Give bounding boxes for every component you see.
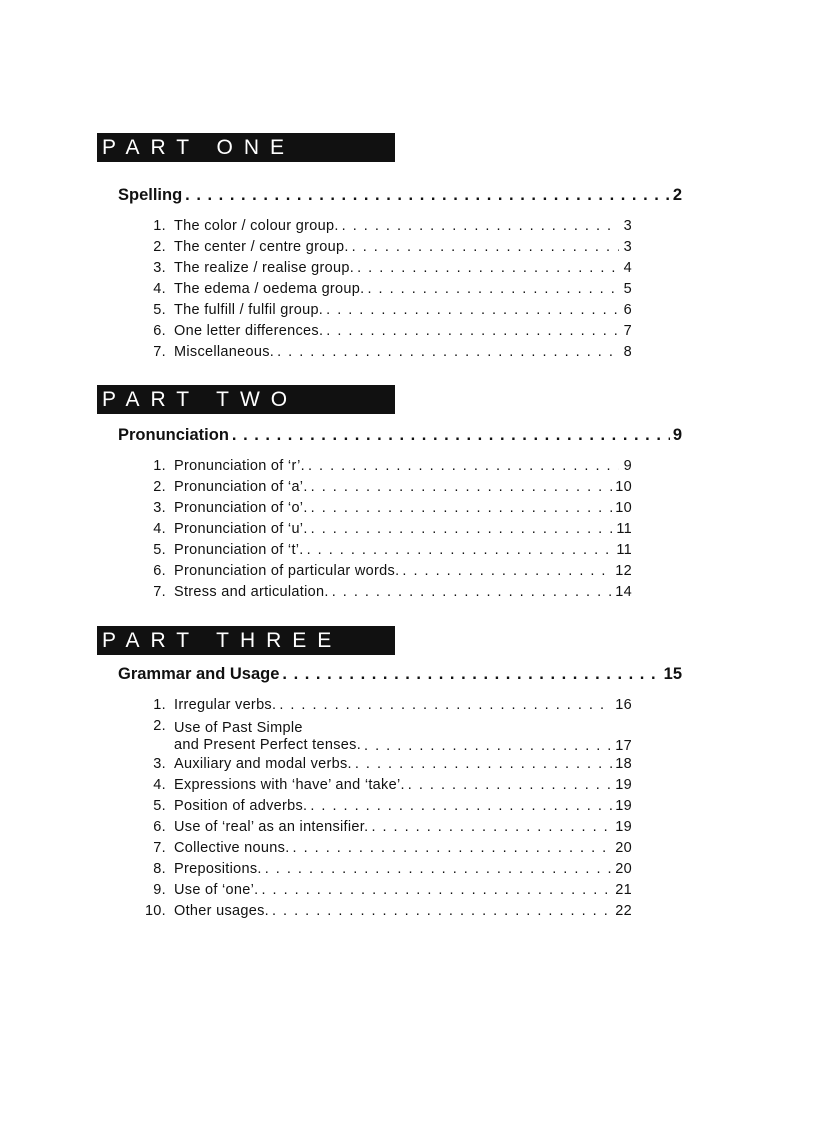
entry-page: 22 (615, 903, 632, 919)
dot-leader (307, 542, 614, 558)
toc-entry[interactable] (140, 323, 632, 344)
entry-title: Collective nouns. (174, 840, 290, 856)
part-three-banner: PART THREE (97, 626, 395, 655)
section-title: Pronunciation (118, 426, 229, 444)
entry-page: 20 (615, 861, 632, 877)
entry-title-line-1: Use of Past Simple (174, 720, 303, 736)
section-title: Spelling (118, 186, 183, 204)
section-page: 15 (663, 665, 682, 683)
entry-page: 6 (623, 302, 632, 318)
entry-title: Use of ‘one’. (174, 882, 259, 898)
toc-entry[interactable] (140, 479, 632, 500)
dot-leader (232, 426, 670, 445)
part-one-banner: PART ONE (97, 133, 395, 162)
entry-title: Prepositions. (174, 861, 262, 877)
entry-page: 9 (623, 458, 632, 474)
entry-number: 7. (153, 344, 166, 360)
dot-leader (277, 344, 619, 360)
entry-page: 21 (615, 882, 632, 898)
section-heading-grammar[interactable] (118, 665, 682, 687)
entry-title-line-2: and Present Perfect tenses. (174, 737, 362, 753)
dot-leader (357, 260, 619, 276)
entry-title: Use of ‘real’ as an intensifier. (174, 819, 369, 835)
entry-title: Position of adverbs. (174, 798, 308, 814)
entry-number: 1. (153, 697, 166, 713)
entry-number: 9. (153, 882, 166, 898)
dot-leader (293, 840, 613, 856)
entry-number: 7. (153, 840, 166, 856)
toc-entry[interactable] (140, 882, 632, 903)
entry-number: 5. (153, 542, 166, 558)
dot-leader (332, 584, 613, 600)
entry-title: One letter differences. (174, 323, 324, 339)
entry-title: Stress and articulation. (174, 584, 329, 600)
toc-entry[interactable] (140, 521, 632, 542)
dot-leader (272, 903, 612, 919)
entry-page: 18 (615, 756, 632, 772)
dot-leader (282, 665, 660, 684)
entry-page: 5 (623, 281, 632, 297)
toc-entry[interactable] (140, 500, 632, 521)
entry-number: 10. (144, 903, 166, 919)
section-heading-spelling[interactable] (118, 186, 682, 208)
entry-title: Pronunciation of ‘r’. (174, 458, 305, 474)
dot-leader (364, 738, 612, 754)
part-two-banner: PART TWO (97, 385, 395, 414)
entry-page: 16 (615, 697, 632, 713)
part-two-entries (140, 458, 632, 605)
entry-number: 3. (153, 756, 166, 772)
dot-leader (326, 302, 619, 318)
entry-page: 17 (615, 738, 632, 754)
dot-leader (311, 500, 613, 516)
entry-title: Pronunciation of ‘a’. (174, 479, 308, 495)
entry-number: 3. (153, 260, 166, 276)
entry-number: 6. (153, 819, 166, 835)
toc-entry[interactable] (140, 260, 632, 281)
dot-leader (311, 521, 614, 537)
dot-leader (308, 458, 619, 474)
entry-page: 3 (623, 239, 632, 255)
entry-number: 1. (153, 218, 166, 234)
entry-page: 11 (616, 521, 632, 537)
dot-leader (342, 218, 619, 234)
entry-title: The edema / oedema group. (174, 281, 365, 297)
toc-entry[interactable] (140, 903, 632, 924)
entry-page: 10 (615, 500, 632, 516)
toc-entry[interactable] (140, 798, 632, 819)
toc-entry[interactable] (140, 718, 632, 756)
entry-title: Irregular verbs. (174, 697, 277, 713)
entry-title: Other usages. (174, 903, 269, 919)
toc-entry[interactable] (140, 458, 632, 479)
dot-leader (408, 777, 612, 793)
dot-leader (311, 479, 613, 495)
dot-leader (262, 882, 613, 898)
entry-page: 11 (616, 542, 632, 558)
entry-title (174, 720, 361, 754)
section-title: Grammar and Usage (118, 665, 280, 683)
toc-entry[interactable] (140, 756, 632, 777)
entry-page: 12 (615, 563, 632, 579)
dot-leader (185, 186, 670, 205)
entry-title: Auxiliary and modal verbs. (174, 756, 352, 772)
entry-number: 2. (153, 718, 166, 734)
section-page: 2 (672, 186, 682, 204)
dot-leader (326, 323, 619, 339)
entry-title: Pronunciation of ‘o’. (174, 500, 308, 516)
entry-title: Pronunciation of ‘u’. (174, 521, 308, 537)
entry-title: Miscellaneous. (174, 344, 275, 360)
toc-entry[interactable] (140, 819, 632, 840)
entry-title: Pronunciation of particular words. (174, 563, 400, 579)
entry-number: 8. (153, 861, 166, 877)
dot-leader (402, 563, 612, 579)
entry-number: 6. (153, 563, 166, 579)
entry-number: 4. (153, 777, 166, 793)
entry-title: Expressions with ‘have’ and ‘take’. (174, 777, 405, 793)
toc-entry[interactable] (140, 563, 632, 584)
entry-page: 19 (615, 777, 632, 793)
dot-leader (367, 281, 619, 297)
dot-leader (352, 239, 619, 255)
toc-entry[interactable] (140, 697, 632, 718)
entry-title: The color / colour group. (174, 218, 339, 234)
entry-number: 2. (153, 239, 166, 255)
toc-entry[interactable] (140, 777, 632, 798)
entry-page: 10 (615, 479, 632, 495)
entry-page: 19 (615, 819, 632, 835)
toc-entry[interactable] (140, 861, 632, 882)
section-heading-pronunciation[interactable] (118, 426, 682, 448)
toc-entry[interactable] (140, 302, 632, 323)
dot-leader (265, 861, 613, 877)
entry-page: 4 (623, 260, 632, 276)
toc-entry[interactable] (140, 281, 632, 302)
entry-number: 4. (153, 521, 166, 537)
dot-leader (355, 756, 612, 772)
entry-number: 5. (153, 798, 166, 814)
entry-number: 4. (153, 281, 166, 297)
dot-leader (371, 819, 612, 835)
entry-number: 6. (153, 323, 166, 339)
entry-number: 1. (153, 458, 166, 474)
toc-entry[interactable] (140, 218, 632, 239)
entry-page: 7 (623, 323, 632, 339)
entry-page: 8 (623, 344, 632, 360)
entry-title: The center / centre group. (174, 239, 349, 255)
toc-entry[interactable] (140, 542, 632, 563)
dot-leader (310, 798, 612, 814)
dot-leader (279, 697, 612, 713)
section-page: 9 (672, 426, 682, 444)
part-three-entries (140, 697, 632, 924)
entry-number: 7. (153, 584, 166, 600)
toc-entry[interactable] (140, 344, 632, 365)
toc-entry[interactable] (140, 239, 632, 260)
entry-title: The realize / realise group. (174, 260, 355, 276)
entry-number: 5. (153, 302, 166, 318)
entry-number: 3. (153, 500, 166, 516)
toc-entry[interactable] (140, 840, 632, 861)
entry-page: 20 (615, 840, 632, 856)
entry-page: 14 (615, 584, 632, 600)
entry-title: The fulfill / fulfil group. (174, 302, 324, 318)
toc-entry[interactable] (140, 584, 632, 605)
entry-page: 19 (615, 798, 632, 814)
entry-title: Pronunciation of ‘t’. (174, 542, 304, 558)
entry-number: 2. (153, 479, 166, 495)
part-one-entries (140, 218, 632, 365)
entry-page: 3 (623, 218, 632, 234)
